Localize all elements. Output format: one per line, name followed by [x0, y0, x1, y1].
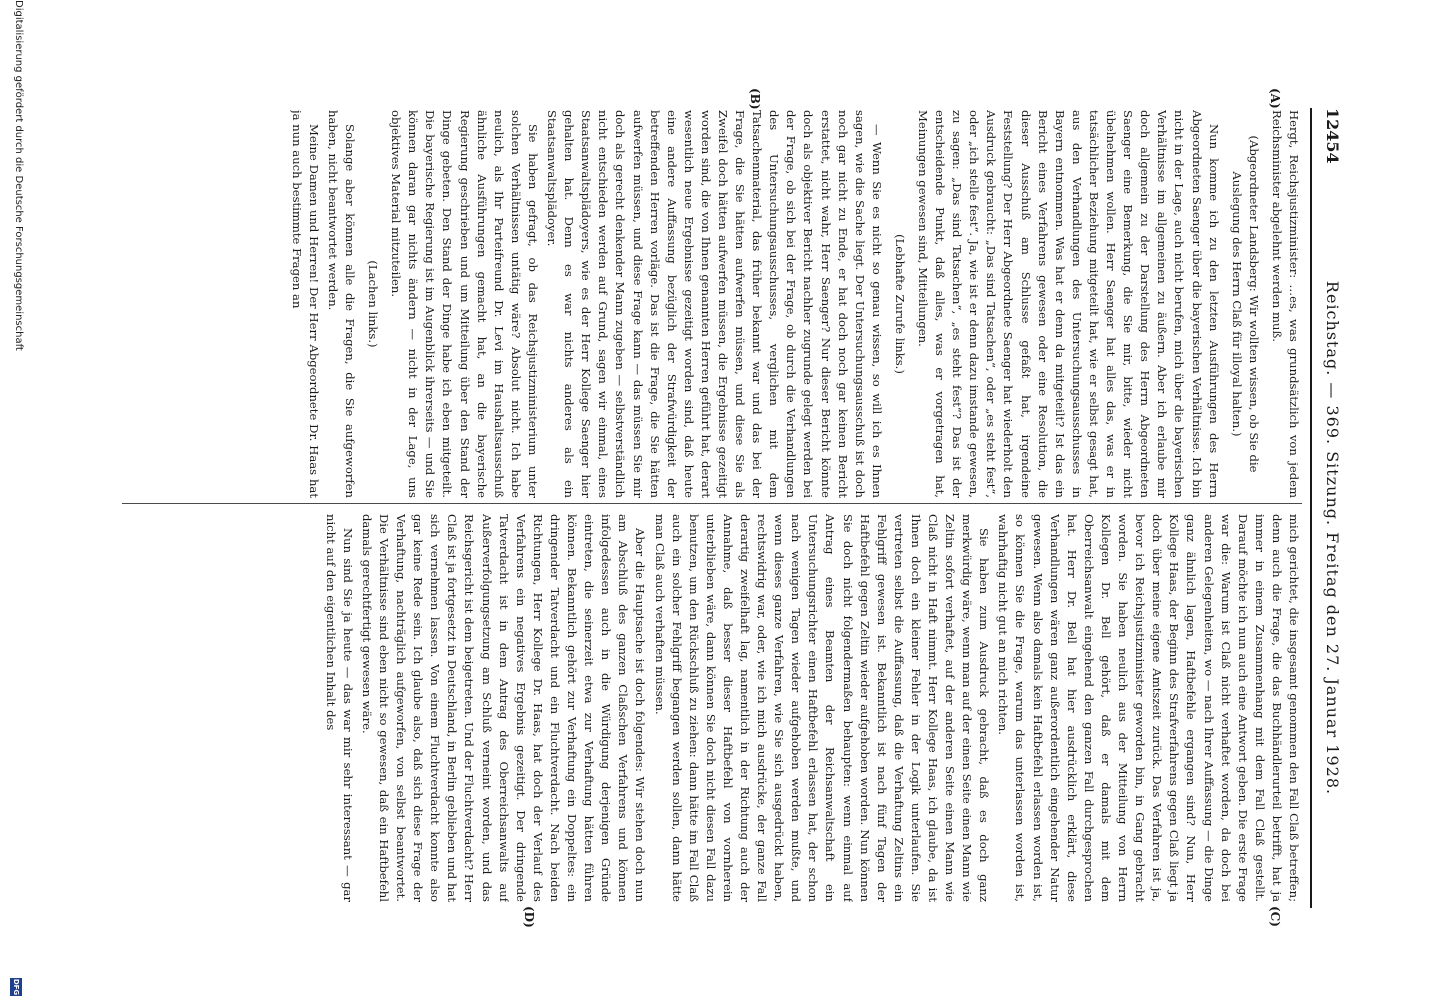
- paragraph: Sie haben zum Ausdruck gebracht, daß es doch ganz merkwürdig wäre, wenn man auf der einen Seite einen Mann wie Zeltin sofort verhaftet, auf der anderen Seite einen Mann wie Claß nicht in Haft nimmt. Herr Kollege Haas, ich glaube, da ist Ihnen doch ein kleiner Fehler in der Logik unterlaufen. Sie vertreten selbst die Auffassung, daß die Verhaftung Zeltins ein Fehlgriff gewesen ist. Bekanntlich ist nach fünf Tagen der Haftbefehl gegen Zeltin wieder aufgehoben worden. Nun können Sie doch nicht folgendermaßen behaupten: wenn einmal auf Antrag eines Beamten der Reichsanwaltschaft ein Untersuchungsrichter einen Haftbefehl erlassen hat, der schon nach wenigen Tagen wieder aufgehoben werden mußte, und wenn dieses ganze Verfahren, wie Sie sich ausgedrückt haben, rechtswidrig war, oder, wie ich mich ausdrücke, der ganze Fall derartig zweifelhaft lag, namentlich in der Richtung auch der Annahme, daß besser dieser Haftbefehl von vornherein unterblieben wäre, dann können Sie doch nicht diesen Fall dazu benutzen, um den Rückschluß zu ziehen: dann hätte im Fall Claß auch ein solcher Fehlgriff begangen werden sollen, dann hätte man Claß auch verhaften müssen.: [652, 514, 992, 902]
- page-title: Reichstag. — 369. Sitzung. Freitag den 27. Januar 1928.: [1323, 280, 1342, 796]
- left-column: [122, 110, 1302, 498]
- digitization-credit: [8, 0, 24, 1000]
- page-header: [1312, 108, 1342, 908]
- margin-marker-b: (B): [748, 88, 762, 110]
- margin-marker-d: (D): [522, 906, 536, 928]
- paragraph: Meine Damen und Herren! Der Herr Abgeordnete Dr. Haas hat ja nun auch bestimmte Fragen an: [289, 110, 321, 498]
- paragraph: Solange aber können alle die Fragen, die Sie aufgeworfen haben, nicht beantwortet werden.: [325, 110, 358, 498]
- interjection: (Lachen links.): [366, 260, 381, 348]
- paragraph: Nun sind Sie ja heute — das war mir sehr interessant — gar nicht auf den eigentlichen Inhalt des: [323, 514, 355, 902]
- dfg-logo: DFG: [12, 978, 20, 996]
- margin-marker-c: (C): [1268, 906, 1282, 927]
- paragraph: Aber die Hauptsache ist doch folgendes: Wir stehen doch nun am Abschluß des ganzen Claßschen Verfahrens und können infolgedessen auch in die Würdigung derjenigen Gründe eintreten, die seinerzeit etwa zur Verhaftung hätten führen können. Bekanntlich gehört zur Verhaftung ein Doppeltes: ein dringender Tatverdacht und ein Fluchtverdacht. Nach beiden Richtungen, Herr Kollege Dr. Haas, hat doch der Verlauf des Verfahrens ein negatives Ergebnis gezeitigt. Der dringende Tatverdacht ist in dem Antrag des Oberreichsanwalts auf Außerverfolgungsetzung am Schluß verneint worden, und das Reichsgericht ist dem beigetreten. Und der Fluchtverdacht? Herr Claß ist ja fortgesetzt in Deutschland, in Berlin geblieben und hat sich vernehmen lassen. Von einem Fluchtverdacht konnte also gar keine Rede sein. Ich glaube also, daß sich diese Frage der Verhaftung, nachträglich aufgeworfen, von selbst beantwortet. Die Verhältnisse sind eben nicht so gewesen, daß ein Haftbefehl damals gerechtfertigt gewesen wäre.: [359, 514, 648, 902]
- paragraph: — Wenn Sie es nicht so genau wissen, so will ich es Ihnen sagen, wie die Sache liegt. Der Untersuchungsausschuß ist doch noch gar nicht zu Ende, er hat doch noch gar keinen Bericht erstattet, nicht wahr, Herr Saenger? Nur dieser Bericht könnte doch als objektiver Bericht nachher zugrunde gelegt werden bei der Frage, ob sich bei der Frage, ob durch die Verhandlungen des Untersuchungsausschusses, verglichen mit dem Tatsachenmaterial, das früher bekannt war und das bei der Frage, die Sie hätten aufwerfen müssen, und diese Sie als Zweifel doch hätten aufwerfen müssen, die Ergebnisse gezeitigt worden sind, die von Ihnen genannten Herren geführt hat, derart wesentlich neue Ergebnisse gezeitigt worden sind, daß heute eine andere Auffassung bezüglich der Strafwürdigkeit der betreffenden Herren vorläge. Das ist die Frage, die Sie hätten aufwerfen müssen, und diese Frage kann — das müssen Sie mir doch als gerecht denkender Mann zugeben — selbstverständlich nicht entschieden werden auf Grund, sagen wir einmal, eines Staatsanwaltsplädoyers, wie es der Herr Kollege Saenger hier gehalten hat. Denn es war nichts anderes als ein Staatsanwaltsplädoyer.: [545, 110, 884, 498]
- paragraph: Hergt, Reichsjustizminister: …es, was grundsätzlich von jedem Reichsminister abgelehnt werden muß.: [1269, 110, 1301, 498]
- margin-marker-a: (A): [1268, 88, 1282, 109]
- paragraph: Sie haben gefragt, ob das Reichsjustizministerium unter solchen Verhältnissen untätig wäre? Absolut nicht. Ich habe neulich, als Ihr Parteifreund Dr. Levi im Haushaltsausschuß ähnliche Ausführungen gemacht hat, an die bayerische Regierung geschrieben und um Mitteilung über den Stand der Dinge gebeten. Den Stand der Dinge habe ich eben mitgeteilt. Die bayerische Regierung ist im Augenblick ihrerseits — und Sie können daran gar nichts ändern — nicht in der Lage, uns objektives Material mitzuteilen.: [389, 110, 540, 498]
- page-number: 12454: [1323, 108, 1342, 164]
- interjection: (Lebhafte Zurufe links.): [892, 234, 907, 374]
- paragraph: mich gerichtet, die insgesamt genommen den Fall Claß betreffen; denn auch die Frage, die das Buchhändlerurteil betrifft, hat ja immer in einem Zusammenhang mit dem Fall Claß gestellt. Darauf möchte ich nun auch eine Antwort geben. Die erste Frage war die: Warum ist Claß nicht verhaftet worden, da doch bei anderen Gelegenheiten, wo — nach Ihrer Auffassung — die Dinge ganz ähnlich lagen, Haftbefehle ergangen sind? Nun, Herr Kollege Haas, der Beginn des Strafverfahrens gegen Claß liegt ja doch über meine eigene Amtszeit zurück. Das Verfahren ist ja, bevor ich Reichsjustizminister geworden bin, in Gang gebracht worden. Sie haben neulich aus der Mitteilung von Herrn Kollegen Dr. Bell gehört, daß er damals mit dem Oberreichsanwalt eingehend den ganzen Fall durchgesprochen hat. Herr Dr. Bell hat hier ausdrücklich erklärt, diese Verhandlungen wären ganz außerordentlich eingehender Natur gewesen. Wenn also damals kein Haftbefehl erlassen worden ist, so können Sie die Frage, warum das unterlassen worden ist, wahrhaftig nicht gut an mich richten.: [996, 514, 1301, 902]
- column-divider: [122, 503, 1302, 504]
- paragraph: Nun komme ich zu den letzten Ausführungen des Herrn Abgeordneten Saenger über die bayerischen Verhältnisse. Ich bin nicht in der Lage, auch nicht berufen, mich über die bayerischen Verhältnisse im allgemeinen zu äußern. Aber ich erlaube mir doch allgemein zu der Darstellung des Herrn Abgeordneten Saenger eine Bemerkung, die Sie mir, bitte, wieder nicht übelnehmen wollen. Herr Saenger hat alles das, was er in tatsächlicher Beziehung mitgeteilt hat, wie er selbst gesagt hat, aus den Verhandlungen des Untersuchungsausschusses in Bayern entnommen. Was hat er denn da mitgeteilt? Ist das ein Bericht eines Verfahrens gewesen oder eine Resolution, die dieser Ausschuß am Schlusse gefaßt hat, irgendeine Feststellung? Der Herr Abgeordnete Saenger hat wiederholt den Ausdruck gebraucht: „Das sind Tatsachen“, oder „es steht fest“, oder „ich stelle fest“. Ja, wie ist er denn dazu imstande gewesen, zu sagen: „Das sind Tatsachen“, „es steht fest“? Das ist der entscheidende Punkt, daß alles, was er vorgetragen hat, Meinungen gewesen sind, Mitteilungen.: [916, 110, 1221, 498]
- right-column: [122, 514, 1302, 902]
- interjection: (Abgeordneter Landsberg: Wir wollten wissen, ob Sie die Auslegung des Herrn Claß für illoyal halten.): [1229, 135, 1261, 473]
- credit-text: Digitalisierung gefördert durch die Deutsche Forschungsgemeinschaft: [13, 0, 24, 351]
- header-rule: [1310, 108, 1312, 908]
